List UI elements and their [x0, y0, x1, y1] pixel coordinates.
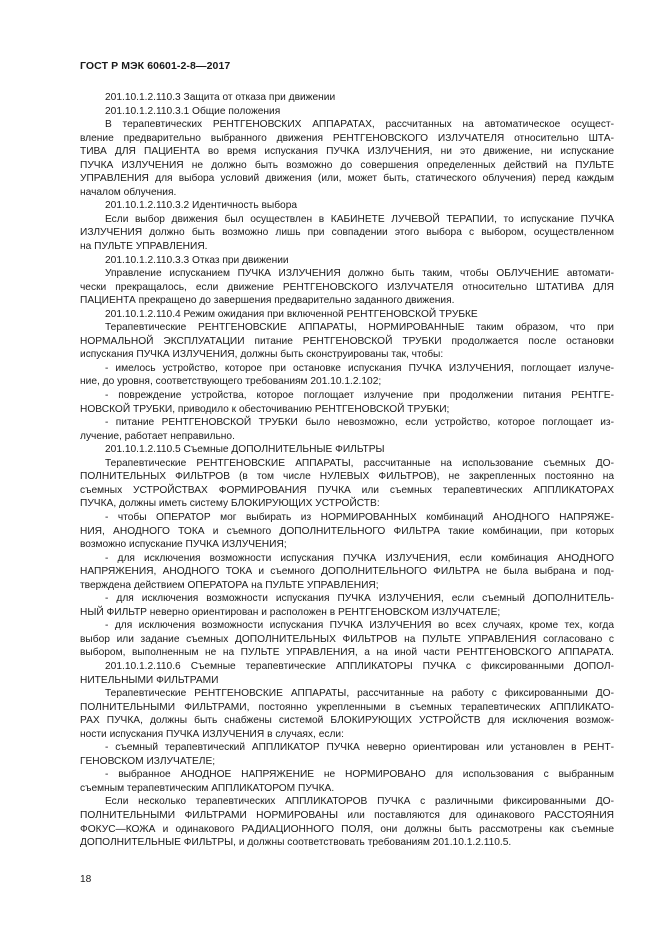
text-line: 201.10.1.2.110.3.1 Общие положения [105, 105, 281, 117]
text-line: РАХ ПУЧКА, должны быть снабжены системой БЛОКИРУЮЩИХ УСТРОЙСТВ для исключения возмож- [80, 715, 614, 727]
text-line: Если выбор движения был осуществлен в КАБИНЕТЕ ЛУЧЕВОЙ ТЕРАПИИ, то испускание ПУЧКА [105, 213, 614, 225]
text-line: испускания ПУЧКА ИЗЛУЧЕНИЯ, должны быть сконструированы так, чтобы: [80, 349, 444, 361]
document-header: ГОСТ Р МЭК 60601-2-8—2017 [80, 60, 231, 72]
text-line: ПАЦИЕНТА прекращено до завершения предварительно заданного движения. [80, 295, 455, 307]
text-line: ПОЛНИТЕЛЬНЫМИ ФИЛЬТРАМИ НОРМИРОВАНЫ или поставляются для одинакового РАССТОЯНИЯ [80, 809, 614, 821]
text-line: - съемный терапевтический АППЛИКАТОР ПУЧКА неверно ориентирован или установлен в РЕНТ- [105, 742, 614, 754]
text-line: - чтобы ОПЕРАТОР мог выбирать из НОРМИРОВАННЫХ комбинаций АНОДНОГО НАПРЯЖЕ- [105, 511, 614, 523]
text-line: НЫЙ ФИЛЬТР неверно ориентирован и расположен в РЕНТГЕНОВСКОМ ИЗЛУЧАТЕЛЕ; [80, 606, 501, 618]
text-line: тверждена действием ОПЕРАТОРА на ПУЛЬТЕ УПРАВЛЕНИЯ; [80, 579, 379, 591]
text-line: - для исключения возможности испускания ПУЧКА ИЗЛУЧЕНИЯ, если комбинация АНОДНОГО [105, 552, 614, 564]
text-line: Терапевтические РЕНТГЕНОВСКИЕ АППАРАТЫ, рассчитанные на работу с фиксированными ДО- [105, 688, 614, 700]
text-line: возможно испускание ПУЧКА ИЗЛУЧЕНИЯ; [80, 539, 287, 551]
text-line: УПРАВЛЕНИЯ для выбора условий движения (или, может быть, статического облучения) перед каждым [80, 173, 614, 185]
text-line: Если несколько терапевтических АППЛИКАТОРОВ ПУЧКА с различными фиксированными ДО- [105, 796, 614, 808]
text-line: ФОКУС—КОЖА и одинакового РАДИАЦИОННОГО ПОЛЯ, они должны быть рассмотрены как съемные [80, 823, 614, 835]
text-line: ПОЛНИТЕЛЬНЫХ ФИЛЬТРОВ (в том числе НУЛЕВЫХ ФИЛЬТРОВ), не закрепленных постоянно на [80, 471, 614, 483]
text-line: началом облучения. [80, 186, 177, 198]
text-line: НОВСКОЙ ТРУБКИ, приводило к обесточиванию РЕНТГЕНОВСКОЙ ТРУБКИ; [80, 403, 450, 415]
text-line: 201.10.1.2.110.4 Режим ожидания при включенной РЕНТГЕНОВСКОЙ ТРУБКЕ [105, 308, 478, 320]
text-line: - для исключения возможности испускания ПУЧКА ИЗЛУЧЕНИЯ во всех случаях, кроме тех, когда [105, 620, 614, 632]
document-body [80, 91, 614, 850]
text-line: НИТЕЛЬНЫМИ ФИЛЬТРАМИ [80, 674, 219, 686]
text-line: 201.10.1.2.110.6 Съемные терапевтические АППЛИКАТОРЫ ПУЧКА с фиксированными ДОПОЛ- [105, 660, 614, 672]
text-line: Управление испусканием ПУЧКА ИЗЛУЧЕНИЯ должно быть таким, чтобы ОБЛУЧЕНИЕ автомати- [105, 268, 614, 280]
text-line: - повреждение устройства, которое поглощает излучение при продолжении питания РЕНТГЕ- [105, 390, 614, 402]
text-line: ИЗЛУЧЕНИЯ должно быть возможно лишь при совпадении этого выбора с выбором, осуществленном [80, 227, 614, 239]
text-line: ДОПОЛНИТЕЛЬНЫЕ ФИЛЬТРЫ, и должны соответствовать требованиям 201.10.1.2.110.5. [80, 837, 512, 849]
text-line: ТИВА ДЛЯ ПАЦИЕНТА во время испускания ПУЧКА ИЗЛУЧЕНИЯ, ни это движение, ни испускание [80, 146, 614, 158]
text-line: съемным терапевтическим АППЛИКАТОРОМ ПУЧКА. [80, 782, 335, 794]
text-line: Терапевтические РЕНТГЕНОВСКИЕ АППАРАТЫ, НОРМИРОВАННЫЕ таким образом, что при [105, 322, 614, 334]
text-line: на ПУЛЬТЕ УПРАВЛЕНИЯ. [80, 241, 208, 253]
text-line: 201.10.1.2.110.5 Съемные ДОПОЛНИТЕЛЬНЫЕ ФИЛЬТРЫ [105, 444, 385, 456]
text-line: выбор или задание съемных ДОПОЛНИТЕЛЬНЫХ ФИЛЬТРОВ на ПУЛЬТЕ УПРАВЛЕНИЯ согласовано с [80, 633, 614, 645]
text-line: чески прекращалось, если движение РЕНТГЕНОВСКОГО ИЗЛУЧАТЕЛЯ относительно ШТАТИВА ДЛЯ [80, 281, 614, 293]
text-line: ПУЧКА, должны иметь систему БЛОКИРУЮЩИХ УСТРОЙСТВ: [80, 498, 380, 510]
text-line: 201.10.1.2.110.3.2 Идентичность выбора [105, 200, 298, 212]
text-line: НИЯ, АНОДНОГО ТОКА и съемного ДОПОЛНИТЕЛЬНОГО ФИЛЬТРА такие комбинации, при которых [80, 525, 614, 537]
text-line: ГЕНОВСКОМ ИЗЛУЧАТЕЛЕ; [80, 755, 216, 767]
text-line: 201.10.1.2.110.3.3 Отказ при движении [105, 254, 289, 266]
text-line: выбором, выполненным не на ПУЛЬТЕ УПРАВЛЕНИЯ, а на иной части РЕНТГЕНОВСКОГО АППАРАТА. [80, 647, 614, 659]
text-line: 201.10.1.2.110.3 Защита от отказа при движении [105, 92, 336, 103]
text-line: ПУЧКА ИЗЛУЧЕНИЯ не должно быть возможно до совершения определенных действий на ПУЛЬТЕ [80, 159, 614, 171]
text-line: - для исключения возможности испускания ПУЧКА ИЗЛУЧЕНИЯ, если съемный ДОПОЛНИТЕЛЬ- [105, 593, 614, 605]
text-line: - имелось устройство, которое при остановке испускания ПУЧКА ИЗЛУЧЕНИЯ, поглощает излуче- [105, 362, 614, 374]
text-line: - выбранное АНОДНОЕ НАПРЯЖЕНИЕ не НОРМИРОВАНО для использования с выбранным [105, 769, 614, 781]
text-line: В терапевтических РЕНТГЕНОВСКИХ АППАРАТАХ, рассчитанных на автоматическое осущест- [105, 119, 614, 131]
text-line: вление предварительно выбранного движения РЕНТГЕНОВСКОГО ИЗЛУЧАТЕЛЯ относительно ШТА- [80, 132, 614, 144]
text-line: лучение, работает неправильно. [80, 430, 235, 442]
text-line: НОРМАЛЬНОЙ ЭКСПЛУАТАЦИИ питание РЕНТГЕНОВСКОЙ ТРУБКИ продолжается после остановки [80, 335, 614, 347]
text-line: ПОЛНИТЕЛЬНЫМИ ФИЛЬТРАМИ, постоянно укрепленными в съемных терапевтических АППЛИКАТО- [80, 701, 614, 713]
page-number: 18 [80, 874, 92, 885]
text-line: НАПРЯЖЕНИЯ, АНОДНОГО ТОКА и съемного ДОПОЛНИТЕЛЬНОГО ФИЛЬТРА не была выбрана и под- [80, 566, 614, 578]
text-line: ности испускания ПУЧКА ИЗЛУЧЕНИЯ в случаях, если: [80, 728, 344, 740]
text-line: Терапевтические РЕНТГЕНОВСКИЕ АППАРАТЫ, рассчитанные на использование съемных ДО- [105, 457, 614, 469]
text-line: ние, до уровня, соответствующего требованиям 201.10.1.2.102; [80, 376, 382, 388]
text-line: - питание РЕНТГЕНОВСКОЙ ТРУБКИ было невозможно, если устройство, которое поглощает из- [105, 417, 614, 429]
text-line: съемных УСТРОЙСТВАХ ФОРМИРОВАНИЯ ПУЧКА или съемных терапевтических АППЛИКАТОРАХ [80, 484, 614, 496]
